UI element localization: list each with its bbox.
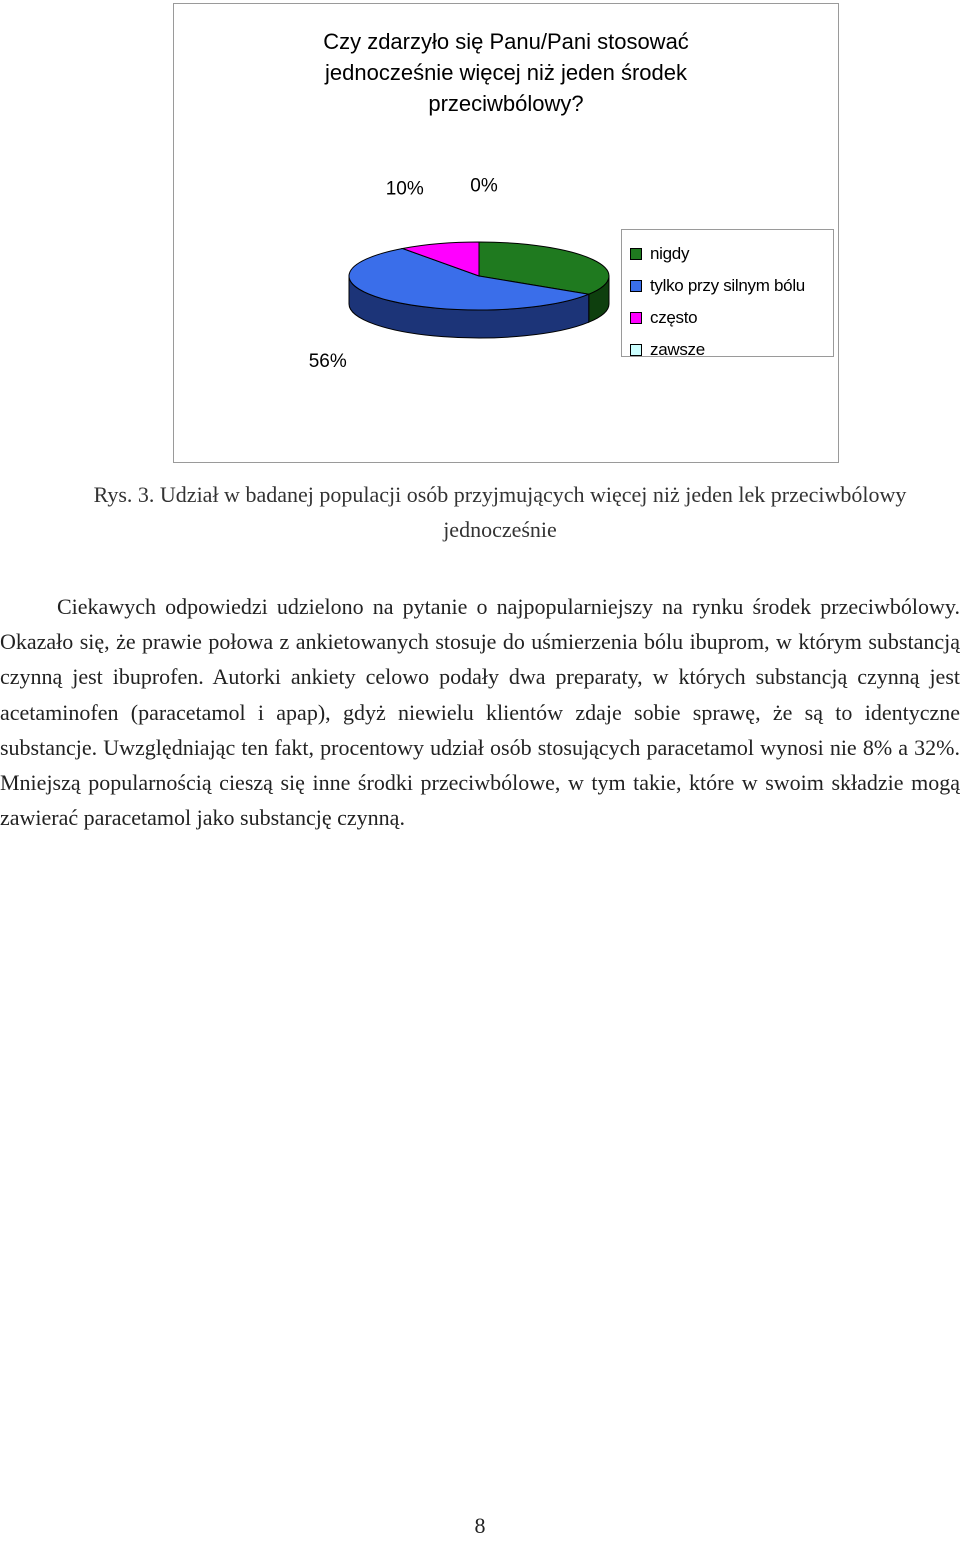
legend-swatch-icon bbox=[630, 312, 642, 324]
legend-item bbox=[630, 270, 833, 302]
pie-data-label: 56% bbox=[308, 350, 347, 372]
figure-caption: Rys. 3. Udział w badanej populacji osób przyjmujących więcej niż jeden lek przeciwbólowy jednocześnie bbox=[93, 482, 907, 542]
legend-swatch-icon bbox=[630, 248, 642, 260]
legend-item bbox=[630, 302, 833, 334]
chart-title: Czy zdarzyło się Panu/Pani stosować jednocześnie więcej niż jeden środek przeciwbólowy? bbox=[323, 29, 689, 116]
legend-label: zawsze bbox=[650, 340, 705, 359]
chart-legend bbox=[621, 229, 834, 357]
pie-data-label: 10% bbox=[385, 178, 424, 200]
page-number: 8 bbox=[474, 1513, 486, 1538]
legend-label: nigdy bbox=[650, 244, 690, 263]
pie-data-label: 0% bbox=[470, 175, 498, 197]
body-paragraph: Ciekawych odpowiedzi udzielono na pytanie o najpopularniejszy na rynku środek przeciwbólowy. Okazało się, że prawie połowa z ankietowanych stosuje do uśmierzenia bólu ibuprom, w którym substancją czynną jest ibuprofen. Autorki ankiety celowo podały dwa preparaty, w których substancją czynną jest acetaminofen (paracetamol i apap), gdyż niewielu klientów zdaje sobie sprawę, że są to identyczne substancje. Uwzględniając ten fakt, procentowy udział osób stosujących paracetamol wynosi nie 8% a 32%. Mniejszą popularnością cieszą się inne środki przeciwbólowe, w tym takie, które w swoim składzie mogą zawierać paracetamol jako substancję czynną. bbox=[0, 594, 960, 831]
legend-label: tylko przy silnym bólu bbox=[650, 276, 805, 295]
legend-swatch-icon bbox=[630, 344, 642, 356]
chart-figure bbox=[173, 3, 839, 463]
legend-swatch-icon bbox=[630, 280, 642, 292]
legend-label: często bbox=[650, 308, 698, 327]
legend-item bbox=[630, 334, 833, 366]
legend-item bbox=[630, 238, 833, 270]
